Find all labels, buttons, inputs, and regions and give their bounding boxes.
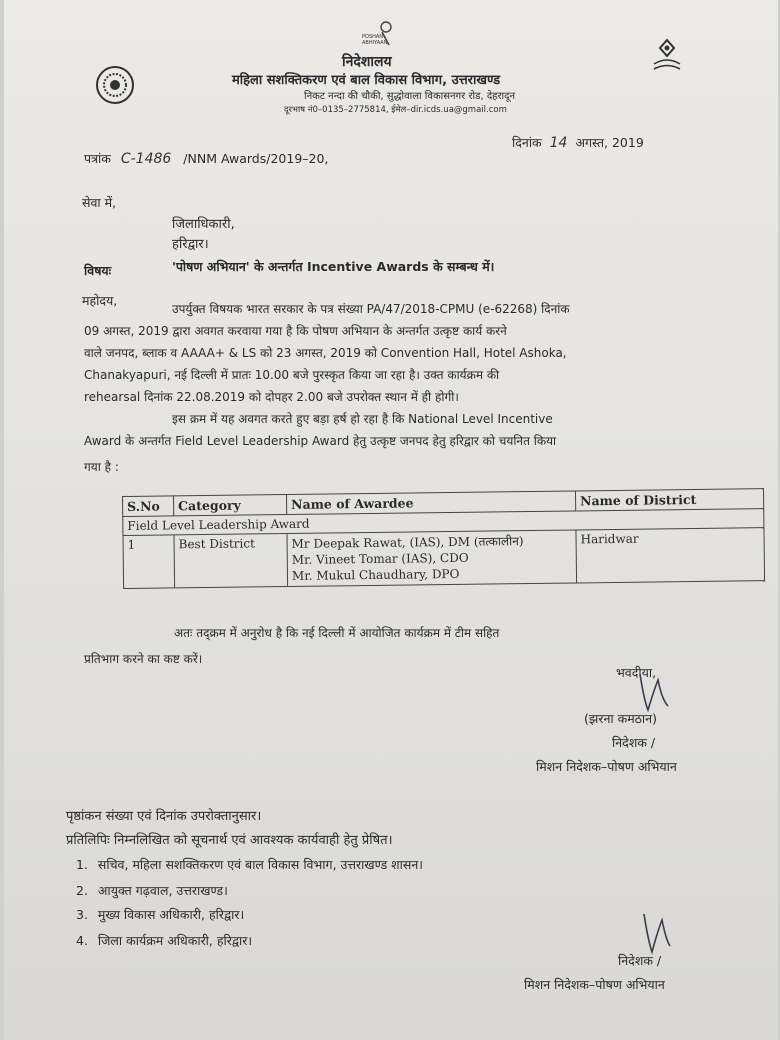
endorsement-signature-mark-icon bbox=[640, 906, 676, 958]
date-rest: अगस्त, 2019 bbox=[575, 135, 644, 150]
reference-label: पत्रांक bbox=[84, 151, 111, 166]
letterhead-department: महिला सशक्तिकरण एवं बाल विकास विभाग, उत्तराखण्ड bbox=[232, 73, 501, 88]
header-district: Name of District bbox=[575, 489, 763, 511]
signatory-name: (झरना कमठान) bbox=[584, 711, 657, 726]
endorsement-designation1: निदेशक / bbox=[618, 953, 662, 968]
para2-line3: गया है : bbox=[84, 460, 119, 474]
para1-line3: वाले जनपद, ब्लाक व AAAA+ & LS को 23 अगस्त, 2019 को Convention Hall, Hotel Ashoka, bbox=[84, 346, 567, 360]
row-awardees bbox=[287, 530, 577, 587]
date-day: 14 bbox=[549, 135, 568, 151]
cc-number: 3. bbox=[76, 907, 88, 922]
date-line bbox=[512, 134, 644, 151]
cc-number: 2. bbox=[76, 883, 88, 898]
cc-text: जिला कार्यक्रम अधिकारी, हरिद्वार। bbox=[97, 933, 253, 948]
closing: भवदीया, bbox=[616, 665, 657, 680]
letter-page bbox=[4, 0, 778, 1040]
para1-line1: उपर्युक्त विषयक भारत सरकार के पत्र संख्या PA/47/2018-CPMU (e-62268) दिनांक bbox=[172, 302, 570, 316]
uttarakhand-logo-icon bbox=[650, 38, 684, 74]
signatory-designation1: निदेशक / bbox=[612, 735, 656, 750]
group-label: Field Level Leadership Award bbox=[123, 509, 764, 536]
letterhead-address: निकट नन्दा की चौकी, सुद्धोवाला विकासनगर रोड, देहरादून bbox=[304, 91, 515, 102]
para2-line2: Award के अन्तर्गत Field Level Leadership Award हेतु उत्कृष्ट जनपद हेतु हरिद्वार को चयनित किया bbox=[84, 434, 557, 448]
awardee-2: Mr. Vineet Tomar (IAS), CDO bbox=[291, 550, 469, 567]
para1-line5: rehearsal दिनांक 22.08.2019 को दोपहर 2.00 बजे उपरोक्त स्थान में ही होगी। bbox=[84, 390, 459, 404]
svg-text:ABHIYAAN: ABHIYAAN bbox=[362, 40, 388, 46]
para1-line2: 09 अगस्त, 2019 द्वारा अवगत करवाया गया है कि पोषण अभियान के अन्तर्गत उत्कृष्ट कार्य करने bbox=[84, 324, 507, 338]
header-sno: S.No bbox=[123, 496, 174, 517]
recipient-line1: जिलाधिकारी, bbox=[172, 217, 235, 232]
signature-mark-icon bbox=[634, 670, 674, 714]
cc-text: सचिव, महिला सशक्तिकरण एवं बाल विकास विभाग, उत्तराखण्ड शासन। bbox=[97, 857, 424, 872]
para1-line4: Chanakyapuri, नई दिल्ली में प्रातः 10.00 बजे पुरस्कृत किया जा रहा है। उक्त कार्यक्रम की bbox=[84, 368, 500, 382]
signatory-designation2: मिशन निदेशक–पोषण अभियान bbox=[536, 759, 677, 774]
endorsement-line2: प्रतिलिपिः निम्नलिखित को सूचनार्थ एवं आवश्यक कार्यवाही हेतु प्रेषित। bbox=[66, 833, 393, 848]
cc-item bbox=[76, 932, 252, 949]
para3-line2: प्रतिभाग करने का कष्ट करें। bbox=[84, 652, 203, 666]
awards-table bbox=[122, 488, 765, 589]
endorsement-designation2: मिशन निदेशक–पोषण अभियान bbox=[524, 977, 665, 992]
row-category: Best District bbox=[174, 533, 288, 587]
endorsement-line1: पृष्ठांकन संख्या एवं दिनांक उपरोक्तानुसार। bbox=[66, 809, 262, 824]
department-emblem-icon bbox=[96, 66, 134, 104]
svg-text:POSHAN: POSHAN bbox=[362, 34, 384, 40]
cc-text: मुख्य विकास अधिकारी, हरिद्वार। bbox=[97, 907, 245, 922]
header-awardee: Name of Awardee bbox=[286, 491, 575, 515]
reference-line bbox=[84, 150, 328, 167]
para2-line1: इस क्रम में यह अवगत करते हुए बड़ा हर्ष हो रहा है कि National Level Incentive bbox=[172, 412, 553, 426]
letterhead-office: निदेशालय bbox=[342, 54, 392, 70]
cc-text: आयुक्त गढ़वाल, उत्तराखण्ड। bbox=[97, 883, 228, 898]
cc-item bbox=[76, 882, 228, 899]
row-sno: 1 bbox=[123, 535, 175, 589]
header-category: Category bbox=[174, 494, 287, 515]
recipient-line2: हरिद्वार। bbox=[172, 237, 209, 252]
poshan-abhiyaan-logo bbox=[362, 18, 398, 48]
date-label: दिनांक bbox=[512, 135, 542, 150]
para3-line1: अतः तद्क्रम में अनुरोध है कि नई दिल्ली में आयोजित कार्यक्रम में टीम सहित bbox=[174, 626, 500, 640]
row-district: Haridwar bbox=[576, 528, 765, 583]
greeting: महोदय, bbox=[82, 293, 118, 308]
subject-text: 'पोषण अभियान' के अन्तर्गत Incentive Awards के सम्बन्ध में। bbox=[172, 259, 495, 274]
awardee-1: Mr Deepak Rawat, (IAS), DM (तत्कालीन) bbox=[291, 534, 524, 551]
table-row bbox=[123, 528, 765, 589]
cc-item bbox=[76, 856, 423, 873]
cc-number: 4. bbox=[76, 933, 88, 948]
cc-number: 1. bbox=[76, 857, 88, 872]
cc-item bbox=[76, 906, 244, 923]
recipient-salutation: सेवा में, bbox=[82, 195, 117, 210]
reference-suffix: /NNM Awards/2019–20, bbox=[183, 151, 329, 166]
subject-label: विषयः bbox=[84, 263, 112, 278]
reference-number: C-1486 bbox=[120, 151, 172, 167]
letterhead-contact: दूरभाष नं0–0135–2775814, ईमेल–dir.icds.ua@gmail.com bbox=[284, 105, 507, 115]
awardee-3: Mr. Mukul Chaudhary, DPO bbox=[291, 566, 460, 583]
